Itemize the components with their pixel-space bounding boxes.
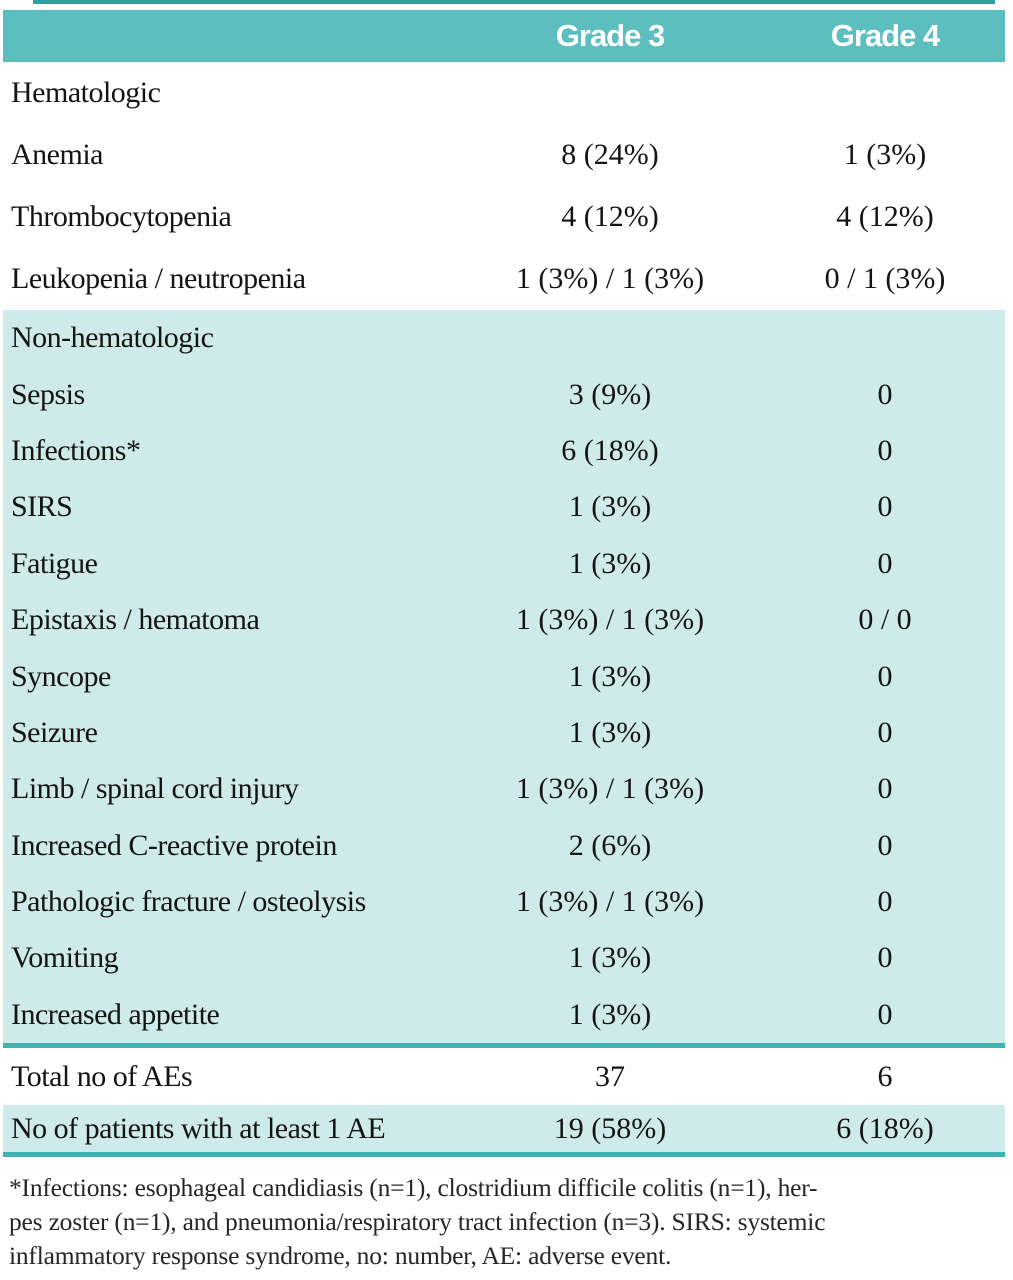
- row-label: Pathologic fracture / osteolysis: [11, 885, 366, 919]
- table-row-leukopenia-neutropenia: [3, 248, 1005, 310]
- table-row-pathologic-fracture-osteolysis: [3, 874, 1005, 930]
- grade3-value: 4 (12%): [561, 200, 659, 233]
- row-label: SIRS: [11, 490, 73, 524]
- table-row-increased-appetite: [3, 987, 1005, 1043]
- row-label: Leukopenia / neutropenia: [11, 262, 306, 295]
- row-label: Anemia: [11, 138, 103, 171]
- table-row-sepsis: [3, 366, 1005, 422]
- row-label: Hematologic: [11, 76, 161, 109]
- row-label: Increased C-reactive protein: [11, 828, 337, 862]
- table-footnote: [3, 1157, 1005, 1273]
- grade4-value: 0: [877, 772, 893, 806]
- grade4-value: 0: [877, 828, 893, 862]
- grade3-value: 1 (3%) / 1 (3%): [515, 772, 705, 806]
- table-row-epistaxis-hematoma: [3, 592, 1005, 648]
- grade3-value: 6 (18%): [561, 433, 659, 467]
- grade4-value: 6 (18%): [836, 1111, 934, 1145]
- table-row-infections: [3, 423, 1005, 479]
- grade4-value: 0: [877, 997, 893, 1031]
- col-header-grade4: Grade 4: [830, 18, 940, 53]
- row-label: Seizure: [11, 715, 98, 749]
- footnote-line-3: inflammatory response syndrome, no: number, AE: adverse event.: [9, 1241, 672, 1271]
- grade3-value: 19 (58%): [553, 1111, 667, 1145]
- row-label: Syncope: [11, 659, 111, 693]
- row-label: Increased appetite: [11, 997, 220, 1031]
- col-header-grade3: Grade 3: [555, 18, 665, 53]
- row-label: Infections*: [11, 433, 141, 467]
- hematologic-section: [3, 62, 1005, 310]
- grade3-value: 1 (3%) / 1 (3%): [515, 262, 705, 295]
- row-label: Thrombocytopenia: [11, 200, 232, 233]
- grade3-value: 37: [595, 1059, 625, 1093]
- grade3-value: 1 (3%): [568, 490, 652, 524]
- table-row-fatigue: [3, 536, 1005, 592]
- grade4-value: 0: [877, 377, 893, 411]
- grade4-value: 0 / 1 (3%): [824, 262, 946, 295]
- grade4-value: 0: [877, 659, 893, 693]
- row-label: Vomiting: [11, 941, 119, 975]
- row-label: Sepsis: [11, 377, 85, 411]
- grade3-value: 1 (3%) / 1 (3%): [515, 885, 705, 919]
- grade4-value: 0: [877, 546, 893, 580]
- grade3-value: 3 (9%): [568, 377, 652, 411]
- grade4-value: 1 (3%): [843, 138, 927, 171]
- non-hematologic-section: [3, 310, 1005, 1043]
- row-label: Non-hematologic: [11, 321, 214, 355]
- grade3-value: 1 (3%): [568, 715, 652, 749]
- table-row-syncope: [3, 648, 1005, 704]
- grade3-value: 1 (3%): [568, 941, 652, 975]
- row-label: Epistaxis / hematoma: [11, 603, 260, 637]
- grade4-value: 6: [877, 1059, 893, 1093]
- table-row-anemia: [3, 124, 1005, 186]
- table-header-row: [3, 10, 1005, 62]
- table-row-section-hematologic: [3, 62, 1005, 124]
- grade4-value: 4 (12%): [836, 200, 934, 233]
- table-row-section-non-hematologic: [3, 310, 1005, 366]
- grade3-value: 1 (3%) / 1 (3%): [515, 603, 705, 637]
- row-label: Limb / spinal cord injury: [11, 772, 299, 806]
- table-row-patients-with-ae: [3, 1105, 1005, 1157]
- table-row-total-aes: [3, 1048, 1005, 1105]
- footnote-line-2: pes zoster (n=1), and pneumonia/respiratory tract infection (n=3). SIRS: systemic: [9, 1207, 826, 1237]
- grade3-value: 1 (3%): [568, 546, 652, 580]
- table-row-limb-spinal-cord-injury: [3, 761, 1005, 817]
- grade3-value: 8 (24%): [561, 138, 659, 171]
- row-label: No of patients with at least 1 AE: [11, 1111, 386, 1145]
- table-row-sirs: [3, 479, 1005, 535]
- grade4-value: 0: [877, 433, 893, 467]
- footnote-line-1: *Infections: esophageal candidiasis (n=1), clostridium difficile colitis (n=1), her-: [9, 1173, 818, 1203]
- grade4-value: 0: [877, 490, 893, 524]
- row-label: Total no of AEs: [11, 1059, 193, 1093]
- top-crop-line: [33, 0, 995, 4]
- table-row-seizure: [3, 705, 1005, 761]
- grade4-value: 0: [877, 941, 893, 975]
- grade4-value: 0 / 0: [858, 603, 912, 637]
- table-row-increased-c-reactive-protein: [3, 818, 1005, 874]
- grade4-value: 0: [877, 885, 893, 919]
- grade3-value: 1 (3%): [568, 997, 652, 1031]
- adverse-events-table: [3, 10, 1005, 1273]
- grade3-value: 2 (6%): [568, 828, 652, 862]
- table-row-thrombocytopenia: [3, 186, 1005, 248]
- grade3-value: 1 (3%): [568, 659, 652, 693]
- grade4-value: 0: [877, 715, 893, 749]
- row-label: Fatigue: [11, 546, 98, 580]
- table-row-vomiting: [3, 930, 1005, 986]
